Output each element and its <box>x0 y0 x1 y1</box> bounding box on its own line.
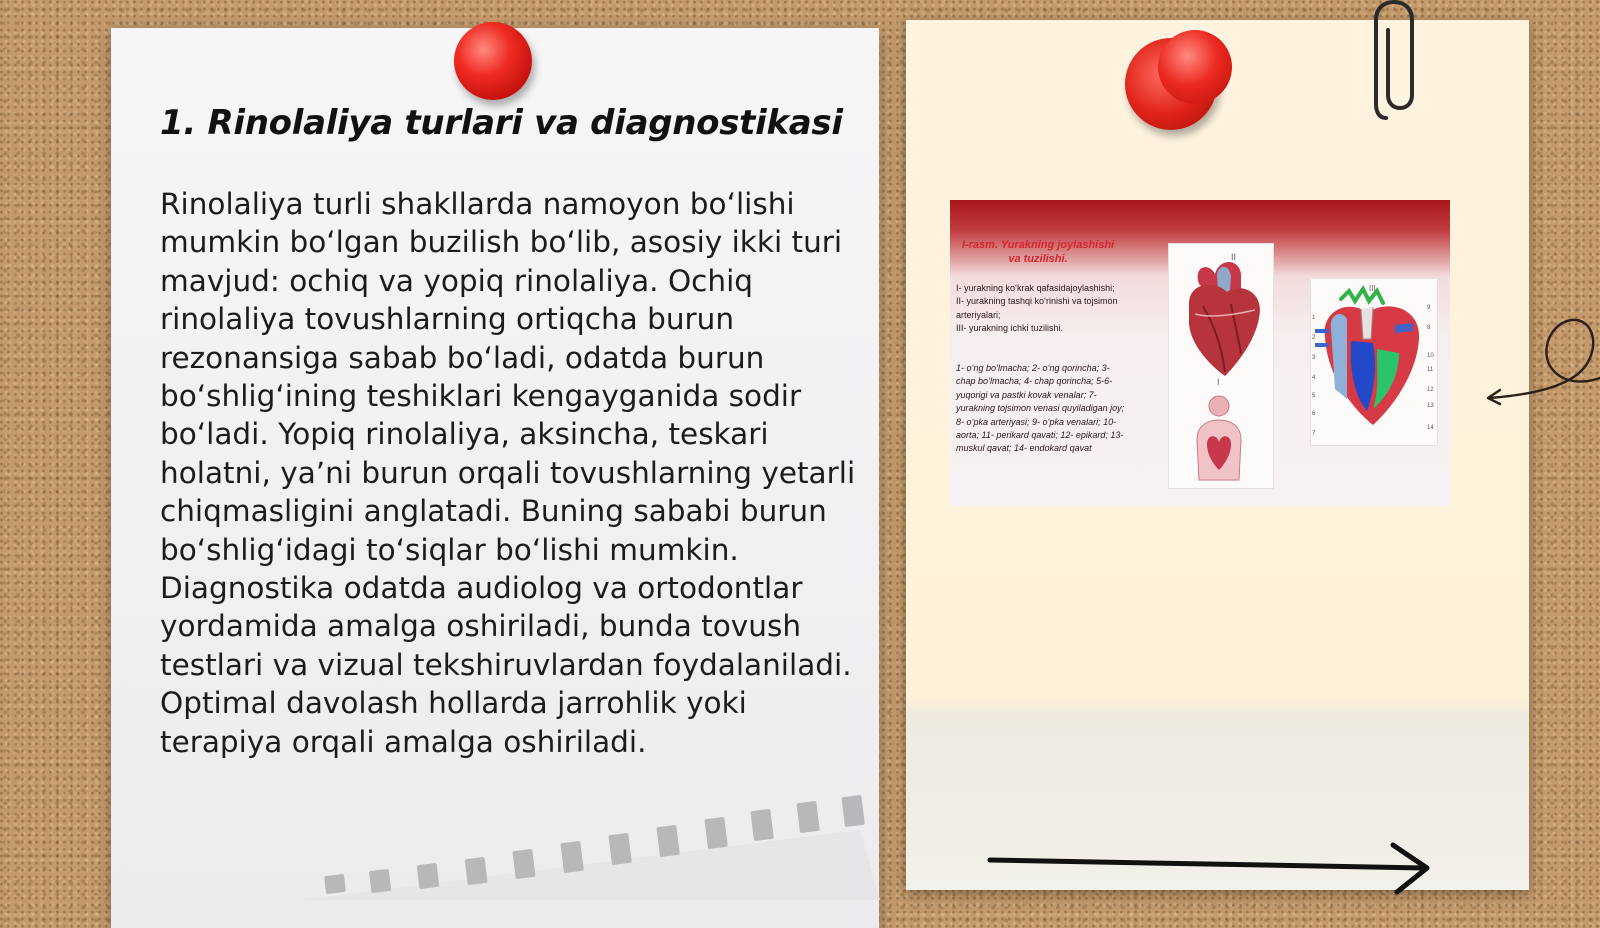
push-pin-icon <box>454 22 532 100</box>
figure-legend: 1- o‘ng bo‘lmacha; 2- o‘ng qorincha; 3- chap bo‘lmacha; 4- chap qorincha; 5-6- yuqorigi va pastki kovak venalar; 7- yurakning tojsimon venasi quyiladigan joy; 8- o‘pka arteriyasi; 9- o‘pka venalari; 10- aorta; 11- perikard qavati; 12- epikard; 13- muskul qavat; 14- endokard qavat <box>956 363 1125 454</box>
figure-number-label: 5 <box>1312 393 1316 399</box>
heart-external-panel <box>1168 243 1274 489</box>
figure-title: I-rasm. Yurakning joylashishi va tuzilishi. <box>961 239 1115 265</box>
heart-anatomy-figure <box>950 200 1450 506</box>
figure-number-label: 13 <box>1427 403 1434 409</box>
figure-number-label: 4 <box>1312 375 1316 381</box>
panel-label-ii: II <box>1231 252 1237 262</box>
figure-number-label: 12 <box>1427 387 1434 393</box>
figure-number-label: 1 <box>1312 315 1316 321</box>
figure-number-label: 7 <box>1312 431 1316 437</box>
heart-internal-panel <box>1310 278 1438 446</box>
figure-part-item: I- yurakning ko‘krak qafasidajoylashishi; <box>956 283 1115 293</box>
figure-number-label: 9 <box>1427 305 1431 311</box>
figure-number-label: 14 <box>1427 425 1434 431</box>
slide-body-text: Rinolaliya turli shakllarda namoyon bo‘lishi mumkin bo‘lgan buzilish bo‘lib, asosiy ikki turi mavjud: ochiq va yopiq rinolaliya. Ochiq rinolaliya tovushlarning ortiqcha burun rezonansiga sabab bo‘ladi, odatda burun bo‘shlig‘ining teshiklari kengayganida sodir bo‘ladi. Yopiq rinolaliya, aksincha, teskari holatni, ya’ni burun orqali tovushlarning yetarli chiqmasligini anglatadi. Buning sababi burun bo‘shlig‘idagi to‘siqlar bo‘lishi mumkin. Diagnostika odatda audiolog va ortodontlar yordamida amalga oshiriladi, bunda tovush testlari va vizual tekshiruvlardan foydalaniladi. Optimal davolash hollarda jarrohlik yoki terapiya orqali amalga oshiriladi. <box>160 187 856 759</box>
panel-label-i: I <box>1217 377 1220 387</box>
figure-number-label: 6 <box>1312 411 1316 417</box>
swirl-arrow-icon <box>1480 310 1600 410</box>
figure-number-label: 2 <box>1312 335 1316 341</box>
arrow-right-icon <box>985 840 1445 900</box>
figure-number-label: 8 <box>1427 325 1431 331</box>
figure-part-item: III- yurakning ichki tuzilishi. <box>956 323 1064 334</box>
push-pin-icon <box>1158 30 1232 104</box>
panel-label-iii: III <box>1369 284 1376 293</box>
torn-paper-strip <box>300 790 880 900</box>
paper-clip-icon <box>1374 0 1418 125</box>
figure-part-list <box>956 282 1131 336</box>
figure-number-label: 11 <box>1427 367 1434 373</box>
figure-number-label: 3 <box>1312 355 1316 361</box>
slide-heading: 1. Rinolaliya turlari va diagnostikasi <box>160 103 843 143</box>
figure-number-label: 10 <box>1427 353 1434 359</box>
figure-part-item: II- yurakning tashqi ko‘rinishi va tojsimon arteriyalari; <box>956 296 1118 320</box>
